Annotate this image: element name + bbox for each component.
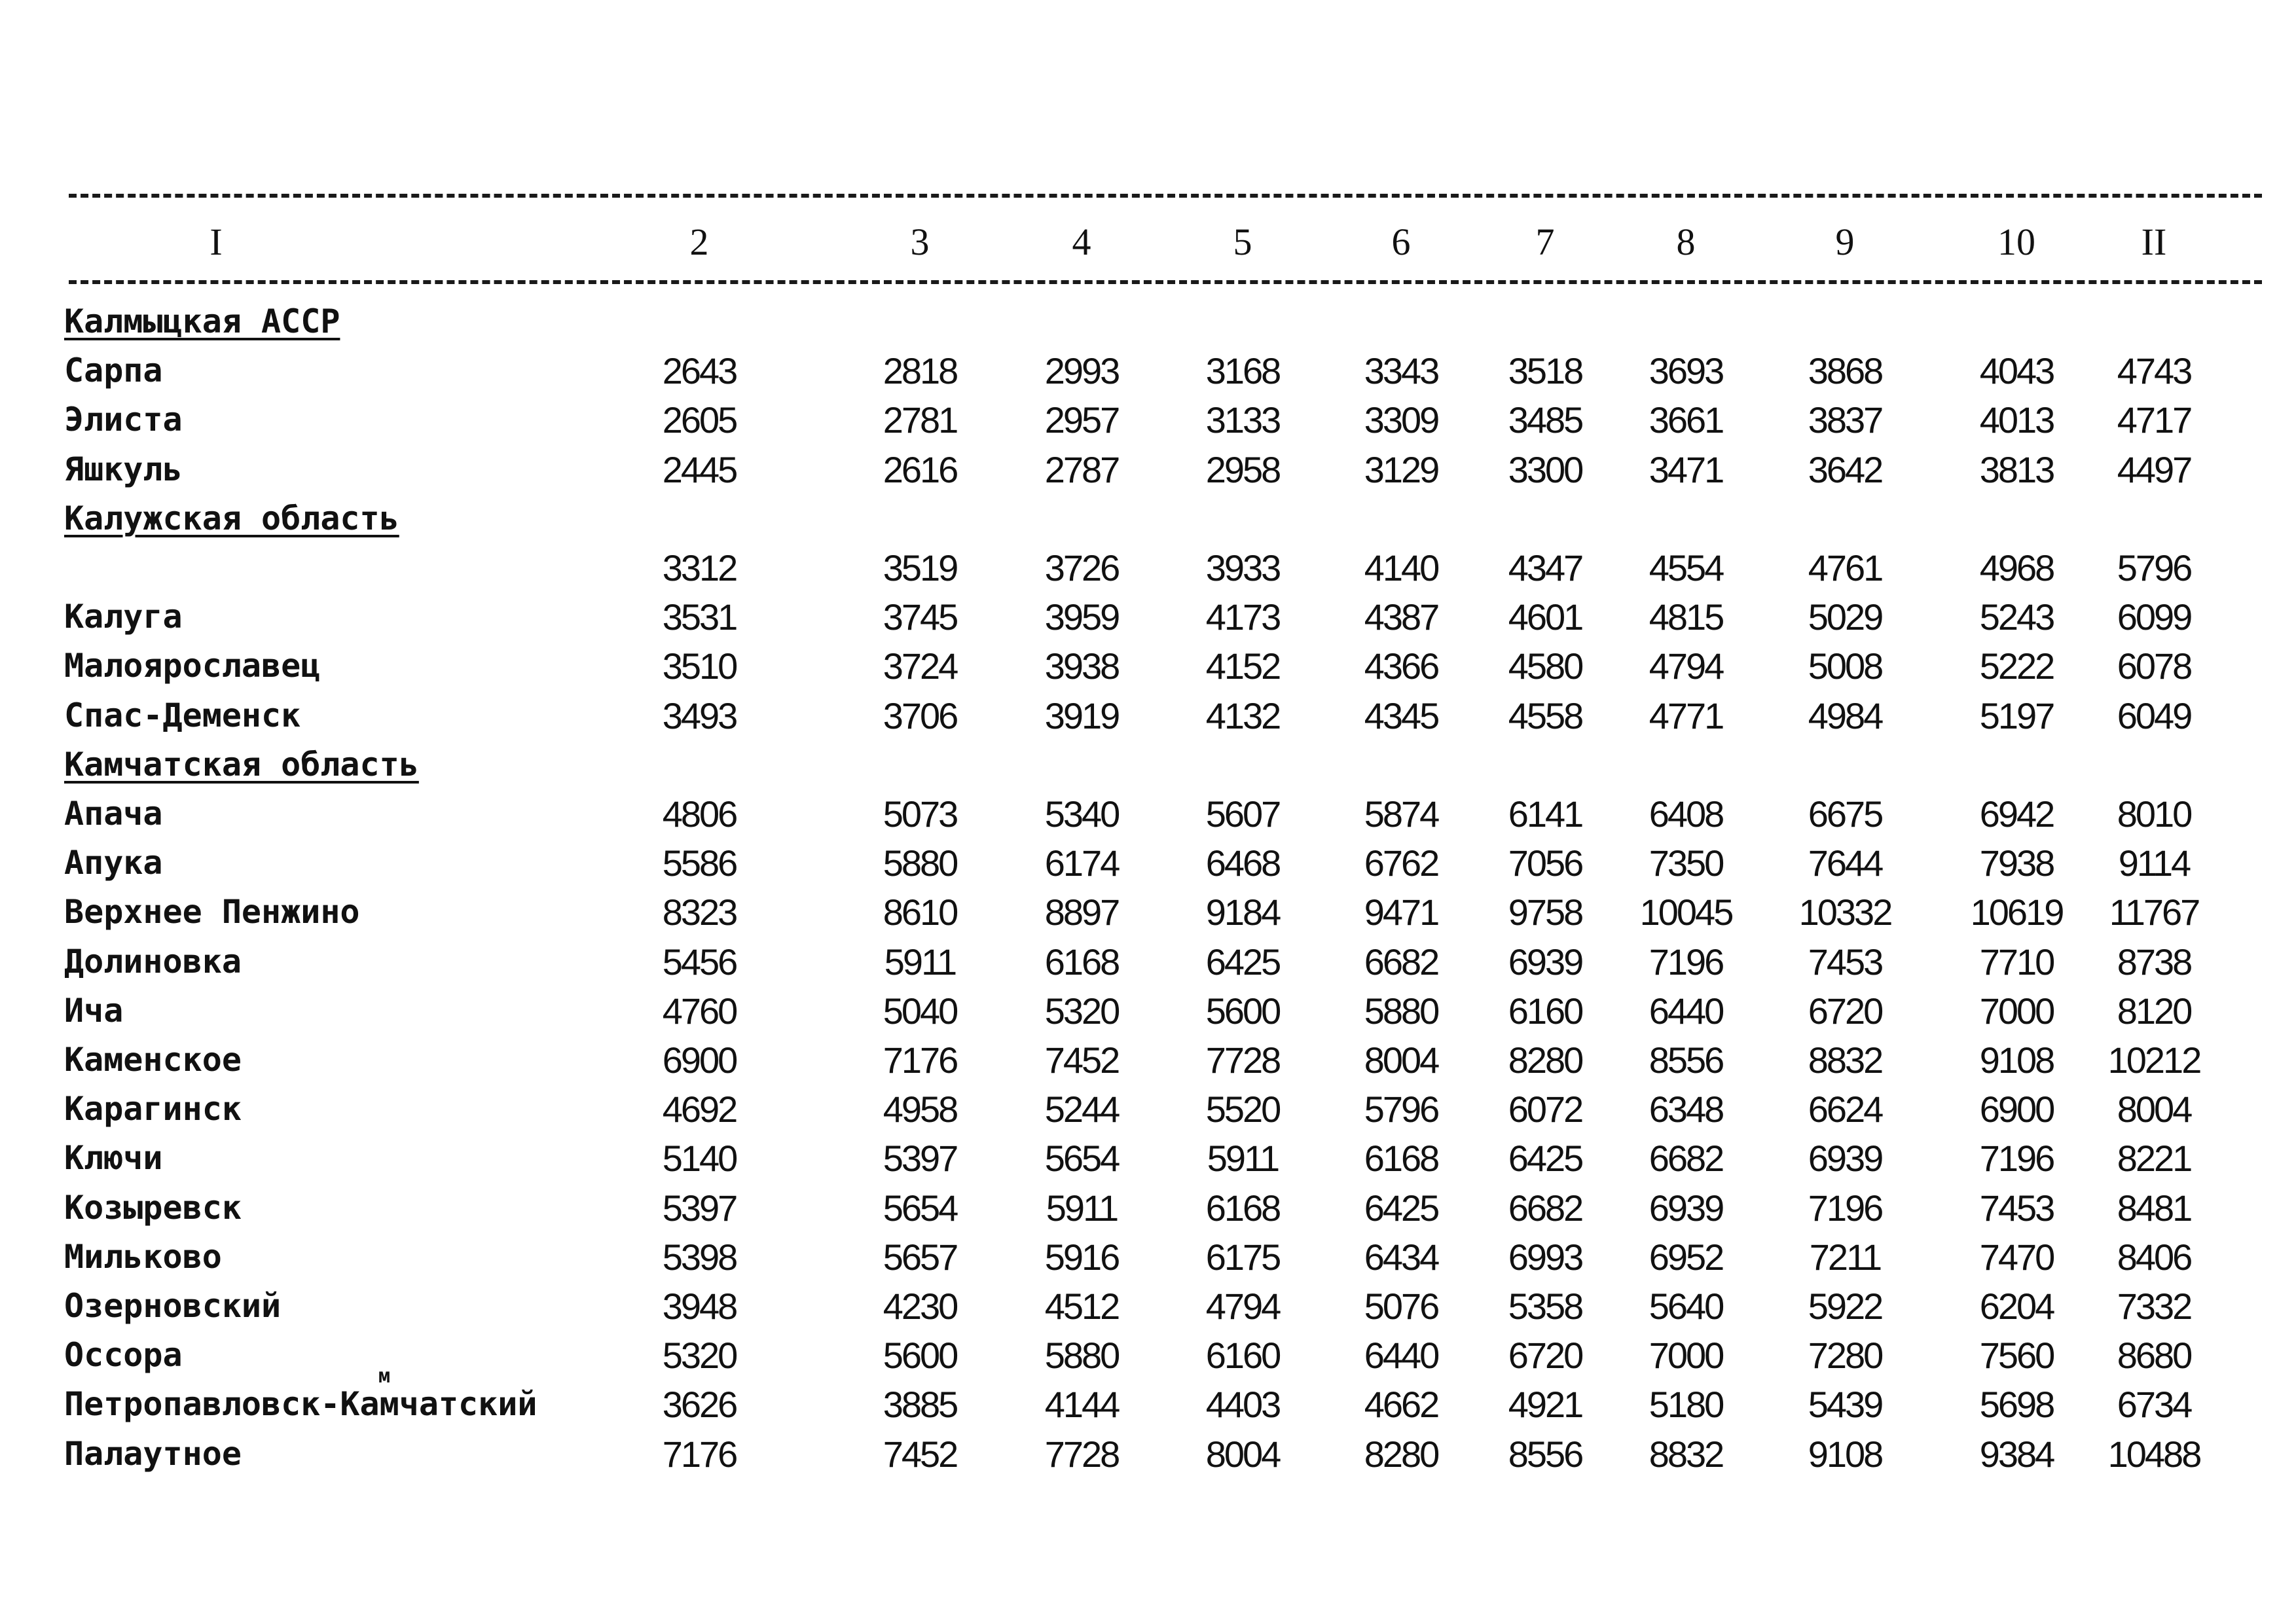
table-cell-col-3: 3519 xyxy=(883,547,957,588)
table-cell-col-6: 4140 xyxy=(1364,547,1438,588)
table-cell-col-2: 3312 xyxy=(662,547,737,588)
column-header-10: 10 xyxy=(1997,221,2035,263)
table-cell-col-5: 3168 xyxy=(1205,350,1280,392)
locality-name: Элиста xyxy=(64,401,183,439)
table-cell-col-2: 5397 xyxy=(662,1187,737,1229)
table-cell-col-2: 5398 xyxy=(662,1236,737,1278)
table-row xyxy=(0,593,2296,642)
table-cell-col-4: 5880 xyxy=(1044,1335,1119,1377)
table-cell-col-8: 6682 xyxy=(1649,1138,1723,1180)
table-cell-col-2: 6900 xyxy=(662,1039,737,1081)
table-cell-col-3: 8610 xyxy=(883,892,957,933)
table-cell-col-5: 3133 xyxy=(1205,399,1280,441)
table-cell-col-3: 3745 xyxy=(883,596,957,638)
table-cell-col-8: 8832 xyxy=(1649,1433,1723,1475)
table-cell-col-2: 3531 xyxy=(662,596,737,638)
table-cell-col-9: 5922 xyxy=(1808,1286,1882,1327)
table-cell-col-10: 7470 xyxy=(1979,1236,2054,1278)
table-cell-col-7: 4580 xyxy=(1508,645,1582,687)
table-cell-col-4: 3726 xyxy=(1044,547,1119,588)
table-cell-col-9: 7280 xyxy=(1808,1335,1882,1377)
section-heading-row xyxy=(0,495,2296,544)
table-cell-col-2: 3626 xyxy=(662,1384,737,1426)
table-cell-col-6: 3343 xyxy=(1364,350,1438,392)
table-cell-col-4: 7452 xyxy=(1044,1039,1119,1081)
table-top-rule xyxy=(69,194,2262,198)
table-cell-col-6: 6425 xyxy=(1364,1187,1438,1229)
table-cell-col-2: 3510 xyxy=(662,645,737,687)
table-cell-col-2: 3493 xyxy=(662,695,737,736)
table-cell-col-5: 9184 xyxy=(1205,892,1280,933)
table-cell-col-9: 6624 xyxy=(1808,1089,1882,1130)
section-heading-row xyxy=(0,298,2296,347)
table-cell-col-8: 4771 xyxy=(1649,695,1723,736)
table-cell-col-6: 4662 xyxy=(1364,1384,1438,1426)
table-cell-col-10: 5698 xyxy=(1979,1384,2054,1426)
table-cell-col-8: 7350 xyxy=(1649,842,1723,884)
table-header-rule xyxy=(69,280,2262,284)
table-cell-col-3: 3885 xyxy=(883,1384,957,1426)
table-cell-col-6: 5076 xyxy=(1364,1286,1438,1327)
table-cell-col-5: 7728 xyxy=(1205,1039,1280,1081)
table-cell-col-11: 8221 xyxy=(2117,1138,2191,1180)
table-cell-col-7: 6720 xyxy=(1508,1335,1582,1377)
table-cell-col-8: 3661 xyxy=(1649,399,1723,441)
table-cell-col-4: 2993 xyxy=(1044,350,1119,392)
table-cell-col-11: 8680 xyxy=(2117,1335,2191,1377)
table-cell-col-10: 6942 xyxy=(1979,793,2054,835)
table-cell-col-8: 6939 xyxy=(1649,1187,1723,1229)
table-cell-col-3: 4230 xyxy=(883,1286,957,1327)
column-header-7: 7 xyxy=(1535,221,1555,263)
table-cell-col-6: 5796 xyxy=(1364,1089,1438,1130)
table-cell-col-6: 4366 xyxy=(1364,645,1438,687)
table-cell-col-10: 7453 xyxy=(1979,1187,2054,1229)
table-cell-col-10: 4968 xyxy=(1979,547,2054,588)
table-cell-col-8: 8556 xyxy=(1649,1039,1723,1081)
table-row xyxy=(0,396,2296,445)
table-cell-col-3: 3724 xyxy=(883,645,957,687)
table-cell-col-7: 3518 xyxy=(1508,350,1582,392)
locality-name: Ключи xyxy=(64,1139,163,1178)
table-cell-col-11: 11767 xyxy=(2109,892,2199,933)
table-cell-col-5: 5520 xyxy=(1205,1089,1280,1130)
section-heading-row xyxy=(0,741,2296,790)
table-cell-col-4: 5320 xyxy=(1044,990,1119,1032)
locality-name: Петропавловск-Камчатский xyxy=(64,1385,538,1424)
table-cell-col-5: 2958 xyxy=(1205,448,1280,490)
section-title: Калмыцкая АССР xyxy=(64,302,340,340)
table-cell-col-7: 4921 xyxy=(1508,1384,1582,1426)
table-row xyxy=(0,347,2296,396)
table-cell-col-11: 8406 xyxy=(2117,1236,2191,1278)
table-cell-col-9: 6675 xyxy=(1808,793,1882,835)
table-cell-col-4: 8897 xyxy=(1044,892,1119,933)
table-cell-col-8: 6952 xyxy=(1649,1236,1723,1278)
table-cell-col-4: 5911 xyxy=(1046,1187,1118,1229)
table-cell-col-4: 5654 xyxy=(1044,1138,1119,1180)
table-cell-col-7: 6425 xyxy=(1508,1138,1582,1180)
table-cell-col-4: 2787 xyxy=(1044,448,1119,490)
table-cell-col-11: 9114 xyxy=(2118,842,2190,884)
table-cell-col-2: 4692 xyxy=(662,1089,737,1130)
table-cell-col-2: 5456 xyxy=(662,941,737,983)
column-header-2: 2 xyxy=(689,221,709,263)
table-cell-col-5: 4403 xyxy=(1205,1384,1280,1426)
table-cell-col-7: 6939 xyxy=(1508,941,1582,983)
table-cell-col-7: 6993 xyxy=(1508,1236,1582,1278)
table-cell-col-8: 5640 xyxy=(1649,1286,1723,1327)
table-cell-col-9: 9108 xyxy=(1808,1433,1882,1475)
column-header-9: 9 xyxy=(1835,221,1855,263)
column-header-8: 8 xyxy=(1676,221,1696,263)
table-cell-col-5: 4173 xyxy=(1205,596,1280,638)
table-cell-col-5: 4152 xyxy=(1205,645,1280,687)
table-cell-col-3: 3706 xyxy=(883,695,957,736)
table-cell-col-10: 4043 xyxy=(1979,350,2054,392)
table-cell-col-11: 8010 xyxy=(2117,793,2191,835)
table-cell-col-7: 6682 xyxy=(1508,1187,1582,1229)
table-cell-col-6: 6168 xyxy=(1364,1138,1438,1180)
table-cell-col-2: 7176 xyxy=(662,1433,737,1475)
table-row xyxy=(0,1184,2296,1233)
table-cell-col-4: 5340 xyxy=(1044,793,1119,835)
table-cell-col-6: 6440 xyxy=(1364,1335,1438,1377)
table-cell-col-11: 8120 xyxy=(2117,990,2191,1032)
table-cell-col-6: 5874 xyxy=(1364,793,1438,835)
table-cell-col-5: 8004 xyxy=(1205,1433,1280,1475)
locality-name: Долиновка xyxy=(64,942,242,981)
table-row xyxy=(0,692,2296,741)
table-cell-col-7: 8556 xyxy=(1508,1433,1582,1475)
table-cell-col-3: 7452 xyxy=(883,1433,957,1475)
table-cell-col-8: 4794 xyxy=(1649,645,1723,687)
table-row xyxy=(0,790,2296,839)
table-cell-col-5: 3933 xyxy=(1205,547,1280,588)
table-cell-col-9: 6720 xyxy=(1808,990,1882,1032)
table-cell-col-4: 3919 xyxy=(1044,695,1119,736)
handwritten-annotation: м xyxy=(378,1365,391,1388)
table-cell-col-11: 6734 xyxy=(2117,1384,2191,1426)
table-cell-col-7: 7056 xyxy=(1508,842,1582,884)
table-cell-col-11: 8481 xyxy=(2117,1187,2191,1229)
table-cell-col-3: 2781 xyxy=(883,399,957,441)
table-cell-col-9: 4761 xyxy=(1808,547,1882,588)
table-cell-col-7: 9758 xyxy=(1508,892,1582,933)
table-row xyxy=(0,1134,2296,1183)
table-cell-col-7: 8280 xyxy=(1508,1039,1582,1081)
table-cell-col-6: 6682 xyxy=(1364,941,1438,983)
table-cell-col-7: 3485 xyxy=(1508,399,1582,441)
column-header-1: I xyxy=(210,221,223,263)
table-cell-col-3: 5397 xyxy=(883,1138,957,1180)
table-cell-col-3: 2818 xyxy=(883,350,957,392)
table-cell-col-2: 8323 xyxy=(662,892,737,933)
table-row xyxy=(0,839,2296,888)
table-cell-col-9: 7196 xyxy=(1808,1187,1882,1229)
table-cell-col-5: 6425 xyxy=(1205,941,1280,983)
locality-name: Сарпа xyxy=(64,352,163,390)
table-cell-col-4: 4512 xyxy=(1044,1286,1119,1327)
section-title: Калужская область xyxy=(64,499,399,537)
table-cell-col-10: 5243 xyxy=(1979,596,2054,638)
table-cell-col-4: 3959 xyxy=(1044,596,1119,638)
table-cell-col-11: 10212 xyxy=(2107,1039,2200,1081)
table-row xyxy=(0,642,2296,691)
locality-name: Мильково xyxy=(64,1237,222,1276)
table-cell-col-8: 7000 xyxy=(1649,1335,1723,1377)
table-cell-col-4: 4144 xyxy=(1044,1384,1119,1426)
table-cell-col-10: 7000 xyxy=(1979,990,2054,1032)
table-cell-col-11: 4497 xyxy=(2117,448,2191,490)
locality-name: Верхнее Пенжино xyxy=(64,893,360,931)
locality-name: Карагинск xyxy=(64,1090,242,1128)
table-row xyxy=(0,1036,2296,1085)
table-cell-col-11: 4717 xyxy=(2117,399,2191,441)
table-cell-col-9: 7644 xyxy=(1808,842,1882,884)
table-cell-col-7: 4558 xyxy=(1508,695,1582,736)
table-row xyxy=(0,1430,2296,1479)
table-cell-col-10: 7196 xyxy=(1979,1138,2054,1180)
table-row xyxy=(0,1331,2296,1380)
table-cell-col-3: 5040 xyxy=(883,990,957,1032)
table-cell-col-5: 5911 xyxy=(1207,1138,1279,1180)
table-cell-col-4: 2957 xyxy=(1044,399,1119,441)
column-header-4: 4 xyxy=(1072,221,1091,263)
table-cell-col-11: 4743 xyxy=(2117,350,2191,392)
table-cell-col-9: 3868 xyxy=(1808,350,1882,392)
table-cell-col-3: 5654 xyxy=(883,1187,957,1229)
table-cell-col-10: 7560 xyxy=(1979,1335,2054,1377)
column-header-5: 5 xyxy=(1233,221,1252,263)
table-cell-col-7: 6072 xyxy=(1508,1089,1582,1130)
table-cell-col-4: 6168 xyxy=(1044,941,1119,983)
table-cell-col-11: 6049 xyxy=(2117,695,2191,736)
table-cell-col-5: 4132 xyxy=(1205,695,1280,736)
table-cell-col-3: 4958 xyxy=(883,1089,957,1130)
table-cell-col-6: 3129 xyxy=(1364,448,1438,490)
table-cell-col-9: 5029 xyxy=(1808,596,1882,638)
table-cell-col-10: 7710 xyxy=(1979,941,2054,983)
table-row xyxy=(0,987,2296,1036)
table-cell-col-9: 10332 xyxy=(1798,892,1891,933)
locality-name: Козыревск xyxy=(64,1188,242,1227)
table-cell-col-10: 5197 xyxy=(1979,695,2054,736)
table-cell-col-8: 3471 xyxy=(1649,448,1723,490)
table-cell-col-9: 3837 xyxy=(1808,399,1882,441)
table-cell-col-7: 4347 xyxy=(1508,547,1582,588)
table-cell-col-3: 2616 xyxy=(883,448,957,490)
locality-name: Ича xyxy=(64,991,124,1030)
table-cell-col-10: 5222 xyxy=(1979,645,2054,687)
table-cell-col-6: 3309 xyxy=(1364,399,1438,441)
column-header-3: 3 xyxy=(910,221,930,263)
table-cell-col-4: 7728 xyxy=(1044,1433,1119,1475)
table-cell-col-4: 3938 xyxy=(1044,645,1119,687)
table-cell-col-7: 6160 xyxy=(1508,990,1582,1032)
table-cell-col-9: 5439 xyxy=(1808,1384,1882,1426)
section-title: Камчатская область xyxy=(64,745,419,784)
table-cell-col-5: 6175 xyxy=(1205,1236,1280,1278)
table-cell-col-8: 4554 xyxy=(1649,547,1723,588)
table-cell-col-5: 5607 xyxy=(1205,793,1280,835)
table-row xyxy=(0,938,2296,987)
table-cell-col-3: 5911 xyxy=(884,941,956,983)
table-cell-col-8: 6408 xyxy=(1649,793,1723,835)
table-cell-col-8: 4815 xyxy=(1649,596,1723,638)
table-cell-col-7: 6141 xyxy=(1508,793,1582,835)
table-cell-col-7: 4601 xyxy=(1508,596,1582,638)
table-cell-col-6: 8280 xyxy=(1364,1433,1438,1475)
table-cell-col-11: 6099 xyxy=(2117,596,2191,638)
table-cell-col-2: 2643 xyxy=(662,350,737,392)
table-cell-col-8: 7196 xyxy=(1649,941,1723,983)
table-cell-col-8: 6440 xyxy=(1649,990,1723,1032)
table-cell-col-9: 6939 xyxy=(1808,1138,1882,1180)
table-cell-col-2: 5140 xyxy=(662,1138,737,1180)
locality-name: Малоярославец xyxy=(64,647,321,685)
table-cell-col-9: 5008 xyxy=(1808,645,1882,687)
table-cell-col-8: 10045 xyxy=(1639,892,1732,933)
table-row xyxy=(0,446,2296,495)
table-cell-col-9: 7453 xyxy=(1808,941,1882,983)
table-cell-col-9: 4984 xyxy=(1808,695,1882,736)
table-cell-col-3: 5600 xyxy=(883,1335,957,1377)
table-cell-col-10: 9108 xyxy=(1979,1039,2054,1081)
table-cell-col-5: 5600 xyxy=(1205,990,1280,1032)
table-cell-col-2: 2605 xyxy=(662,399,737,441)
table-cell-col-11: 10488 xyxy=(2107,1433,2200,1475)
table-cell-col-3: 5073 xyxy=(883,793,957,835)
table-cell-col-2: 2445 xyxy=(662,448,737,490)
table-cell-col-5: 6468 xyxy=(1205,842,1280,884)
locality-name: Оссора xyxy=(64,1336,183,1375)
table-cell-col-10: 3813 xyxy=(1979,448,2054,490)
table-cell-col-10: 7938 xyxy=(1979,842,2054,884)
table-cell-col-2: 4760 xyxy=(662,990,737,1032)
table-row xyxy=(0,1380,2296,1430)
table-cell-col-8: 6348 xyxy=(1649,1089,1723,1130)
table-cell-col-8: 5180 xyxy=(1649,1384,1723,1426)
locality-name: Яшкуль xyxy=(64,450,183,488)
locality-name: Калуга xyxy=(64,598,183,636)
table-cell-col-2: 5586 xyxy=(662,842,737,884)
table-cell-col-5: 4794 xyxy=(1205,1286,1280,1327)
locality-name: Спас-Деменск xyxy=(64,696,301,734)
locality-name: Палаутное xyxy=(64,1434,242,1473)
table-row xyxy=(0,888,2296,937)
table-cell-col-10: 4013 xyxy=(1979,399,2054,441)
table-cell-col-11: 6078 xyxy=(2117,645,2191,687)
locality-name: Апука xyxy=(64,844,163,882)
table-cell-col-6: 9471 xyxy=(1364,892,1438,933)
table-cell-col-3: 7176 xyxy=(883,1039,957,1081)
table-cell-col-5: 6168 xyxy=(1205,1187,1280,1229)
table-cell-col-11: 7332 xyxy=(2117,1286,2191,1327)
table-cell-col-7: 3300 xyxy=(1508,448,1582,490)
table-row xyxy=(0,1085,2296,1134)
column-header-6: 6 xyxy=(1391,221,1411,263)
locality-name: Апача xyxy=(64,795,163,833)
table-cell-col-9: 3642 xyxy=(1808,448,1882,490)
table-cell-col-3: 5657 xyxy=(883,1236,957,1278)
table-row xyxy=(0,1282,2296,1331)
locality-name: Каменское xyxy=(64,1041,242,1079)
table-cell-col-6: 8004 xyxy=(1364,1039,1438,1081)
table-cell-col-8: 3693 xyxy=(1649,350,1723,392)
table-cell-col-7: 5358 xyxy=(1508,1286,1582,1327)
table-cell-col-9: 8832 xyxy=(1808,1039,1882,1081)
table-cell-col-4: 5244 xyxy=(1044,1089,1119,1130)
table-cell-col-3: 5880 xyxy=(883,842,957,884)
table-cell-col-10: 6204 xyxy=(1979,1286,2054,1327)
table-cell-col-10: 10619 xyxy=(1970,892,2063,933)
locality-name: Озерновский xyxy=(64,1287,282,1325)
table-cell-col-10: 6900 xyxy=(1979,1089,2054,1130)
table-cell-col-6: 5880 xyxy=(1364,990,1438,1032)
table-cell-col-2: 4806 xyxy=(662,793,737,835)
table-cell-col-6: 4345 xyxy=(1364,695,1438,736)
table-cell-col-2: 3948 xyxy=(662,1286,737,1327)
table-cell-col-6: 6762 xyxy=(1364,842,1438,884)
column-header-11: II xyxy=(2141,221,2167,263)
table-cell-col-2: 5320 xyxy=(662,1335,737,1377)
table-cell-col-5: 6160 xyxy=(1205,1335,1280,1377)
table-cell-col-11: 5796 xyxy=(2117,547,2191,588)
table-cell-col-10: 9384 xyxy=(1979,1433,2054,1475)
table-row xyxy=(0,1233,2296,1282)
table-row xyxy=(0,544,2296,593)
table-cell-col-6: 6434 xyxy=(1364,1236,1438,1278)
table-cell-col-6: 4387 xyxy=(1364,596,1438,638)
table-cell-col-4: 6174 xyxy=(1044,842,1119,884)
table-cell-col-11: 8004 xyxy=(2117,1089,2191,1130)
table-cell-col-4: 5916 xyxy=(1044,1236,1119,1278)
table-cell-col-11: 8738 xyxy=(2117,941,2191,983)
table-cell-col-9: 7211 xyxy=(1809,1236,1881,1278)
